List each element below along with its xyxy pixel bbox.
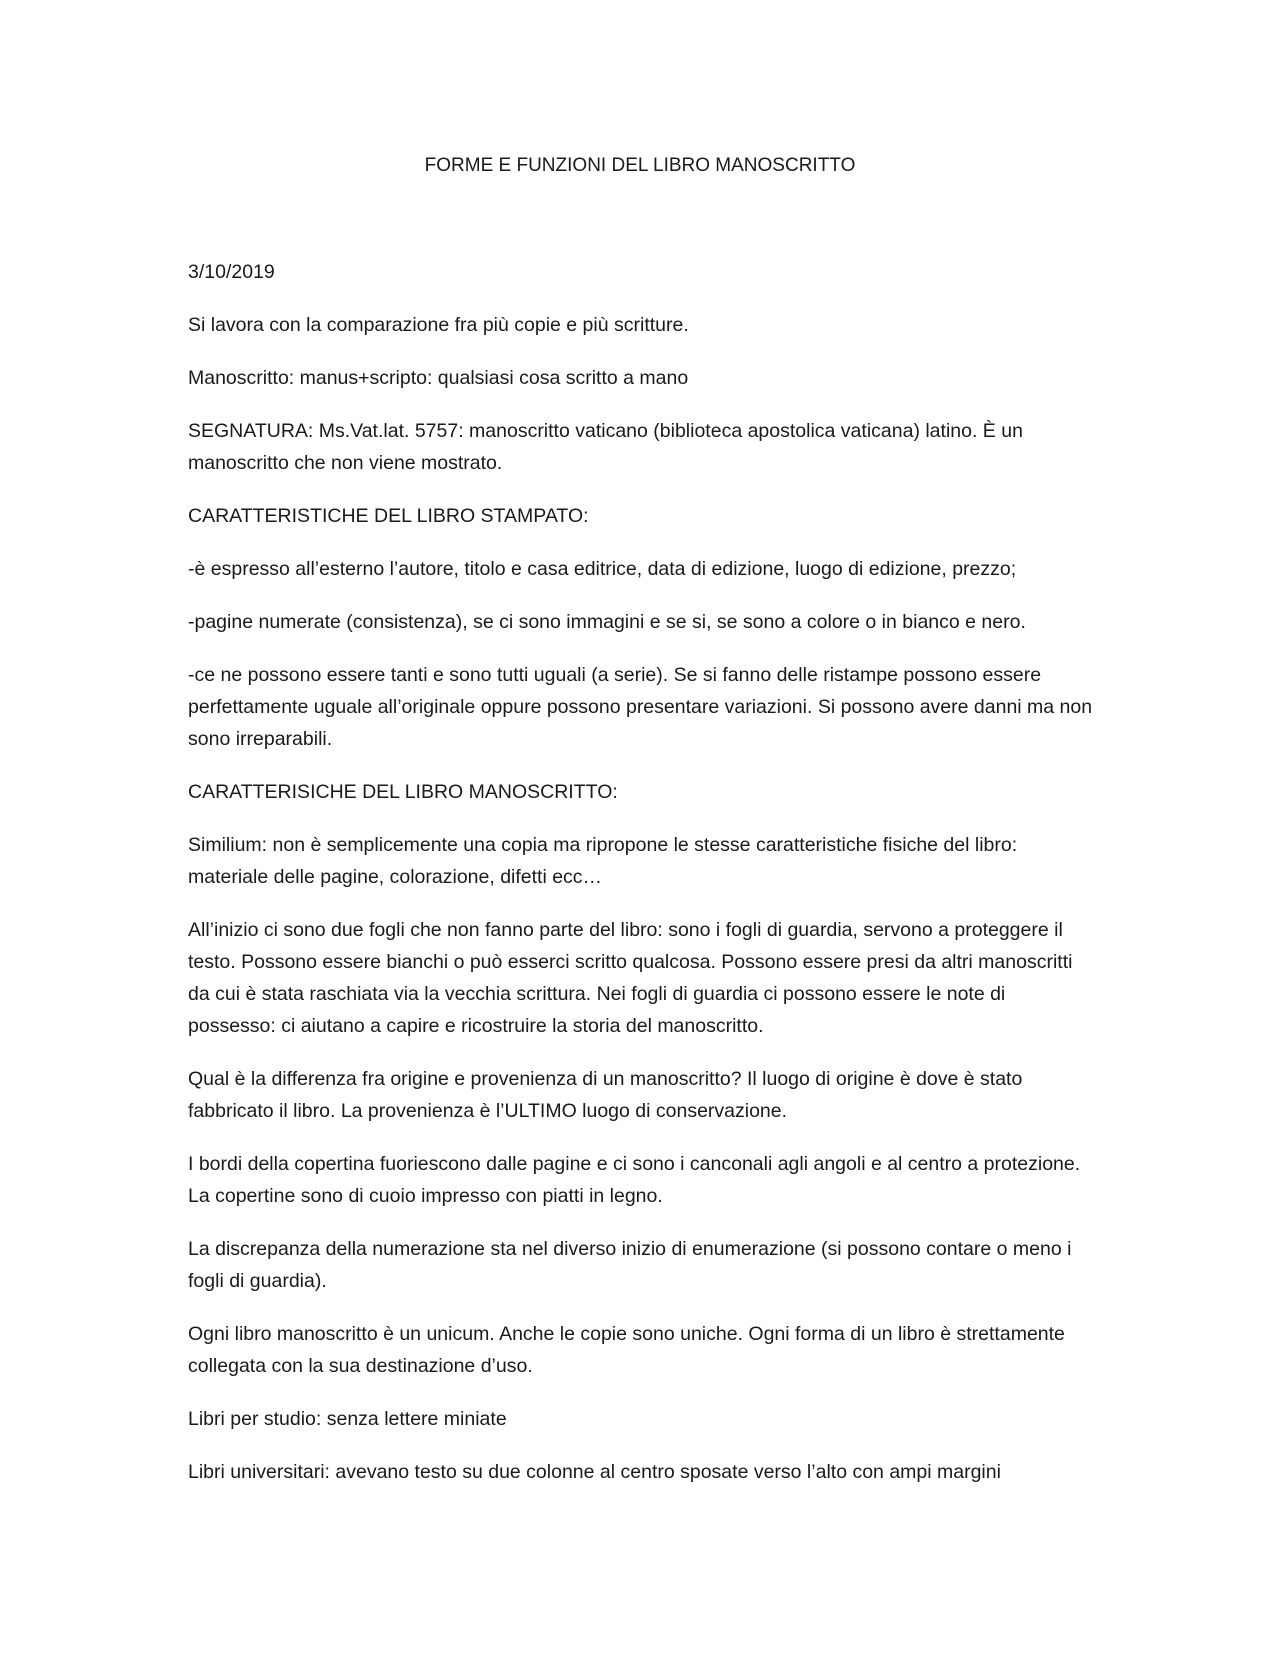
paragraph-stampato-serie: -ce ne possono essere tanti e sono tutti uguali (a serie). Se si fanno delle ristampe possono essere perfettamente uguale all’originale oppure possono presentare variazioni. Si possono avere danni ma non sono irreparabili. [188,664,1093,750]
paragraph-libri-universitari: Libri universitari: avevano testo su due colonne al centro sposate verso l’alto con ampi margini [188,1461,1001,1483]
paragraph-fogli-guardia: All’inizio ci sono due fogli che non fanno parte del libro: sono i fogli di guardia, servono a proteggere il testo. Possono essere bianchi o può esserci scritto qualcosa. Possono essere presi da altri manoscritti da cui è stata raschiata via la vecchia scrittura. Nei fogli di guardia ci possono essere le note di possesso: ci aiutano a capire e ricostruire la storia del manoscritto. [188,919,1073,1037]
paragraph-numerazione: La discrepanza della numerazione sta nel diverso inizio di enumerazione (si possono contare o meno i fogli di guardia). [188,1238,1072,1292]
paragraph-stampato-pagine: -pagine numerate (consistenza), se ci sono immagini e se si, se sono a colore o in bianco e nero. [188,611,1026,633]
paragraph-origine-provenienza: Qual è la differenza fra origine e provenienza di un manoscritto? Il luogo di origine è dove è stato fabbricato il libro. La provenienza è l’ULTIMO luogo di conservazione. [188,1068,1023,1122]
paragraph-segnatura: SEGNATURA: Ms.Vat.lat. 5757: manoscritto vaticano (biblioteca apostolica vaticana) latino. È un manoscritto che non viene mostrato. [188,420,1023,474]
paragraph-unicum: Ogni libro manoscritto è un unicum. Anche le copie sono uniche. Ogni forma di un libro è strettamente collegata con la sua destinazione d’uso. [188,1323,1065,1377]
paragraph-libri-studio: Libri per studio: senza lettere miniate [188,1408,507,1430]
paragraph-stampato-esterno: -è espresso all’esterno l’autore, titolo e casa editrice, data di edizione, luogo di edizione, prezzo; [188,558,1017,580]
document-body [188,256,1098,1509]
heading-libro-stampato: CARATTERISTICHE DEL LIBRO STAMPATO: [188,505,589,527]
date-paragraph: 3/10/2019 [188,261,275,283]
document-title: FORME E FUNZIONI DEL LIBRO MANOSCRITTO [424,155,856,176]
heading-libro-manoscritto: CARATTERISICHE DEL LIBRO MANOSCRITTO: [188,781,618,803]
paragraph-similium: Similium: non è semplicemente una copia ma ripropone le stesse caratteristiche fisiche del libro: materiale delle pagine, colorazione, difetti ecc… [188,834,1018,888]
paragraph-comparazione: Si lavora con la comparazione fra più copie e più scritture. [188,314,689,336]
paragraph-manoscritto-definition: Manoscritto: manus+scripto: qualsiasi cosa scritto a mano [188,367,689,389]
paragraph-copertina: I bordi della copertina fuoriescono dalle pagine e ci sono i canconali agli angoli e al centro a protezione. La copertine sono di cuoio impresso con piatti in legno. [188,1153,1081,1207]
